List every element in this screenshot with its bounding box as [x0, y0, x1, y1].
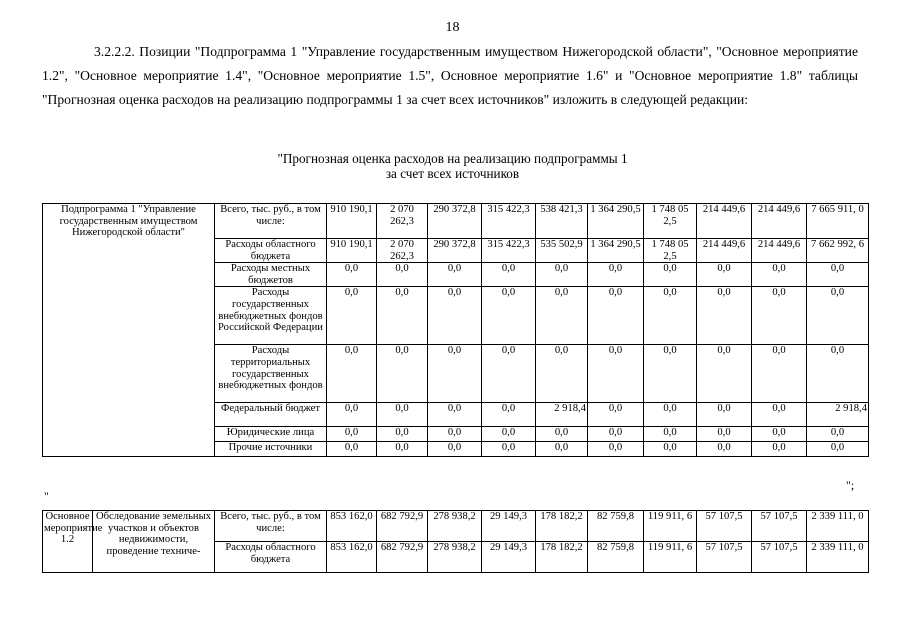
source-label: Прочие источники [215, 442, 327, 457]
value-cell: 0,0 [644, 427, 697, 442]
subprogram-label: Подпрограмма 1 "Управление государственным имуществом Нижегородской области" [43, 204, 215, 457]
value-cell: 0,0 [588, 287, 644, 345]
value-cell: 290 372,8 [428, 204, 482, 239]
value-cell: 82 759,8 [588, 511, 644, 542]
value-cell: 0,0 [428, 287, 482, 345]
value-cell: 0,0 [752, 403, 807, 427]
value-cell: 0,0 [697, 442, 752, 457]
value-cell: 0,0 [644, 403, 697, 427]
table-row [43, 204, 869, 239]
value-cell: 0,0 [327, 263, 377, 287]
table-title [0, 151, 905, 181]
value-cell: 0,0 [536, 345, 588, 403]
value-cell: 2 339 111, 0 [807, 542, 869, 573]
value-cell: 910 190,1 [327, 204, 377, 239]
value-cell: 0,0 [752, 263, 807, 287]
source-label: Расходы местных бюджетов [215, 263, 327, 287]
value-cell: 0,0 [482, 442, 536, 457]
value-cell: 853 162,0 [327, 511, 377, 542]
value-cell: 0,0 [482, 427, 536, 442]
value-cell: 0,0 [428, 403, 482, 427]
table-title-line-2: за счет всех источников [385, 166, 520, 181]
value-cell: 0,0 [482, 345, 536, 403]
opening-quote: " [44, 489, 49, 503]
value-cell: 2 070 262,3 [377, 239, 428, 263]
value-cell: 0,0 [644, 287, 697, 345]
value-cell: 910 190,1 [327, 239, 377, 263]
value-cell: 853 162,0 [327, 542, 377, 573]
value-cell: 0,0 [697, 427, 752, 442]
value-cell: 682 792,9 [377, 542, 428, 573]
value-cell: 0,0 [482, 263, 536, 287]
value-cell: 0,0 [377, 442, 428, 457]
value-cell: 0,0 [428, 345, 482, 403]
value-cell: 315 422,3 [482, 204, 536, 239]
value-cell: 0,0 [327, 287, 377, 345]
value-cell: 0,0 [588, 442, 644, 457]
value-cell: 0,0 [377, 345, 428, 403]
closing-quote: "; [846, 478, 855, 492]
value-cell: 0,0 [752, 345, 807, 403]
value-cell: 535 502,9 [536, 239, 588, 263]
value-cell: 178 182,2 [536, 511, 588, 542]
activity-label: Основное мероприятие 1.2 [43, 511, 93, 573]
value-cell: 0,0 [644, 263, 697, 287]
value-cell: 29 149,3 [482, 542, 536, 573]
value-cell: 290 372,8 [428, 239, 482, 263]
value-cell: 0,0 [752, 427, 807, 442]
value-cell: 57 107,5 [697, 511, 752, 542]
value-cell: 119 911, 6 [644, 542, 697, 573]
value-cell: 1 748 05 2,5 [644, 239, 697, 263]
value-cell: 2 918,4 [807, 403, 869, 427]
value-cell: 0,0 [327, 427, 377, 442]
value-cell: 7 665 911, 0 [807, 204, 869, 239]
value-cell: 82 759,8 [588, 542, 644, 573]
value-cell: 7 662 992, 6 [807, 239, 869, 263]
value-cell: 0,0 [752, 287, 807, 345]
source-label: Расходы территориальных государственных внебюджетных фондов [215, 345, 327, 403]
value-cell: 0,0 [588, 345, 644, 403]
value-cell: 0,0 [536, 442, 588, 457]
value-cell: 0,0 [807, 287, 869, 345]
value-cell: 278 938,2 [428, 511, 482, 542]
value-cell: 0,0 [697, 263, 752, 287]
value-cell: 214 449,6 [697, 239, 752, 263]
activity-1-2-table [42, 510, 869, 573]
source-label: Расходы областного бюджета [215, 239, 327, 263]
value-cell: 57 107,5 [752, 511, 807, 542]
value-cell: 0,0 [752, 442, 807, 457]
value-cell: 0,0 [428, 427, 482, 442]
value-cell: 0,0 [588, 427, 644, 442]
value-cell: 0,0 [377, 403, 428, 427]
value-cell: 0,0 [428, 263, 482, 287]
value-cell: 1 748 05 2,5 [644, 204, 697, 239]
source-label: Федеральный бюджет [215, 403, 327, 427]
activity-description: Обследование земельных участков и объектов недвижимости, проведение техниче- [93, 511, 215, 573]
subprogram-1-table [42, 203, 869, 457]
value-cell: 0,0 [536, 287, 588, 345]
source-label: Юридические лица [215, 427, 327, 442]
page-number: 18 [445, 20, 460, 35]
value-cell: 214 449,6 [697, 204, 752, 239]
value-cell: 119 911, 6 [644, 511, 697, 542]
value-cell: 0,0 [644, 442, 697, 457]
value-cell: 538 421,3 [536, 204, 588, 239]
value-cell: 0,0 [327, 442, 377, 457]
value-cell: 2 918,4 [536, 403, 588, 427]
value-cell: 178 182,2 [536, 542, 588, 573]
value-cell: 0,0 [807, 263, 869, 287]
value-cell: 1 364 290,5 [588, 239, 644, 263]
source-label: Всего, тыс. руб., в том числе: [215, 511, 327, 542]
value-cell: 682 792,9 [377, 511, 428, 542]
value-cell: 0,0 [697, 345, 752, 403]
value-cell: 0,0 [807, 442, 869, 457]
value-cell: 0,0 [482, 403, 536, 427]
value-cell: 0,0 [377, 263, 428, 287]
value-cell: 0,0 [697, 403, 752, 427]
value-cell: 0,0 [536, 263, 588, 287]
table-row [43, 511, 869, 542]
value-cell: 0,0 [428, 442, 482, 457]
value-cell: 0,0 [327, 403, 377, 427]
value-cell: 214 449,6 [752, 204, 807, 239]
value-cell: 0,0 [644, 345, 697, 403]
value-cell: 0,0 [697, 287, 752, 345]
instruction-paragraph: 3.2.2.2. Позиции "Подпрограмма 1 "Управление государственным имуществом Нижегородской области", "Основное мероприятие 1.2", "Основное мероприятие 1.4", "Основное мероприятие 1.5", Основное мероприятие 1.6" и "Основное мероприятие 1.8" таблицы "Прогнозная оценка расходов на реализацию подпрограммы 1 за счет всех источников" изложить в следующей редакции: [42, 44, 858, 107]
value-cell: 278 938,2 [428, 542, 482, 573]
value-cell: 0,0 [807, 427, 869, 442]
value-cell: 0,0 [327, 345, 377, 403]
source-label: Расходы областного бюджета [215, 542, 327, 573]
value-cell: 0,0 [536, 427, 588, 442]
value-cell: 2 070 262,3 [377, 204, 428, 239]
value-cell: 315 422,3 [482, 239, 536, 263]
value-cell: 0,0 [482, 287, 536, 345]
value-cell: 57 107,5 [752, 542, 807, 573]
value-cell: 0,0 [588, 403, 644, 427]
table-title-line-1: "Прогнозная оценка расходов на реализацию подпрограммы 1 [277, 151, 628, 166]
value-cell: 0,0 [588, 263, 644, 287]
value-cell: 0,0 [377, 287, 428, 345]
value-cell: 57 107,5 [697, 542, 752, 573]
value-cell: 2 339 111, 0 [807, 511, 869, 542]
value-cell: 214 449,6 [752, 239, 807, 263]
source-label: Всего, тыс. руб., в том числе: [215, 204, 327, 239]
value-cell: 0,0 [377, 427, 428, 442]
value-cell: 0,0 [807, 345, 869, 403]
value-cell: 29 149,3 [482, 511, 536, 542]
value-cell: 1 364 290,5 [588, 204, 644, 239]
source-label: Расходы государственных внебюджетных фондов Российской Федерации [215, 287, 327, 345]
